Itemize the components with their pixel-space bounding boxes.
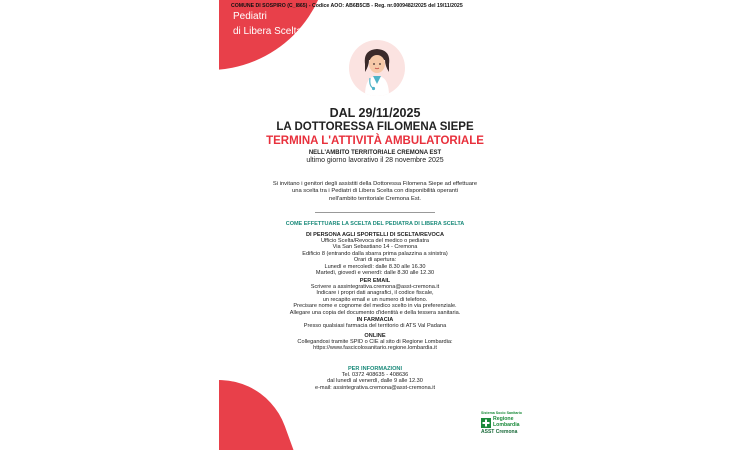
info-section	[219, 366, 531, 391]
section-line: Scrivere a assintegrativa.cremona@asst-cremona.it	[310, 284, 440, 290]
logo-region-line: Regione	[493, 416, 514, 422]
territorial-area: NELL'AMBITO TERRITORIALE CREMONA EST	[308, 150, 442, 156]
intro-line: nell'ambito territoriale Cremona Est.	[329, 195, 421, 202]
section-line: Indicare i propri dati anagrafici, il codice fiscale,	[316, 290, 434, 297]
section-line: e-mail: assintegrativa.cremona@asst-cremona.it	[314, 384, 436, 391]
pharmacy-section	[219, 317, 531, 329]
in-person-section	[219, 232, 531, 276]
regione-lombardia-logo	[481, 411, 541, 435]
termination-heading: TERMINA L'ATTIVITÀ AMBULATORIALE	[266, 135, 484, 147]
section-line: Ufficio Scelta/Revoca del medico o pediatra	[320, 238, 430, 244]
howto-title: COME EFFETTUARE LA SCELTA DEL PEDIATRA DI LIBERA SCELTA	[285, 221, 465, 227]
logo-region-line: Lombardia	[493, 421, 520, 428]
section-line: Precisare nome e cognome del medico scelto in via preferenziale.	[293, 303, 457, 310]
section-line: Via San Sebastiano 14 - Cremona	[332, 244, 418, 251]
effective-date: DAL 29/11/2025	[329, 106, 421, 120]
section-title: PER INFORMAZIONI	[347, 366, 403, 372]
section-line: Collegandosi tramite SPID o CIE al sito di Regione Lombardia:	[297, 339, 453, 345]
notice-page	[219, 0, 531, 450]
brand-line2: di Libera Scelta	[233, 26, 302, 37]
section-line: Orari di apertura:	[353, 257, 397, 264]
intro-paragraph	[239, 181, 511, 203]
intro-line: una scelta tra i Pediatri di Libera Scelta con disponibilità operanti	[292, 188, 458, 195]
section-title: DI PERSONA AGLI SPORTELLI DI SCELTA/REVOCA	[306, 232, 444, 238]
last-working-day: ultimo giorno lavorativo il 28 novembre 2025	[306, 157, 444, 164]
online-section	[219, 333, 531, 352]
divider	[315, 212, 435, 213]
brand-line1: Pediatri	[233, 11, 267, 22]
section-title: PER EMAIL	[359, 278, 391, 284]
lombardia-cross-icon	[481, 418, 491, 428]
logo-asst: ASST Cremona	[481, 429, 518, 436]
section-title: IN FARMACIA	[356, 317, 394, 323]
protocol-stamp: COMUNE DI SOSPIRO (C_I865) - Codice AOO: AB6B5CB - Reg. nr.0009482/2025 del 19/11/2025	[231, 3, 463, 9]
section-line: dal lunedì al venerdì, dalle 9 alle 12.30	[327, 378, 423, 385]
section-line: https://www.fascicolosanitario.regione.lombardia.it	[313, 345, 437, 352]
section-line: Martedì, giovedì e venerdì: dalle 8.30 alle 12.30	[315, 270, 435, 277]
logo-region	[493, 417, 520, 428]
section-line: Lunedì e mercoledì: dalle 8.30 alle 16.30	[324, 263, 426, 270]
doctor-name: LA DOTTORESSA FILOMENA SIEPE	[276, 121, 474, 133]
intro-line: Si invitano i genitori degli assistiti della Dottoressa Filomena Siepe ad effettuare	[272, 181, 478, 187]
logo-system-label: Sistema Socio Sanitario	[481, 411, 522, 415]
section-line: Presso qualsiasi farmacia del territorio di ATS Val Padana	[303, 323, 447, 329]
email-section	[219, 278, 531, 316]
section-line: un recapito email e un numero di telefono.	[322, 296, 428, 303]
section-line: Allegare una copia del documento d'identità e della tessera sanitaria.	[289, 309, 461, 316]
section-title: ONLINE	[364, 333, 386, 339]
doctor-avatar-icon	[349, 40, 405, 96]
section-line: Tel. 0372 408635 - 408636	[341, 372, 409, 378]
section-line: Edificio 8 (entrando dalla sbarra prima palazzina a sinistra)	[302, 250, 448, 257]
